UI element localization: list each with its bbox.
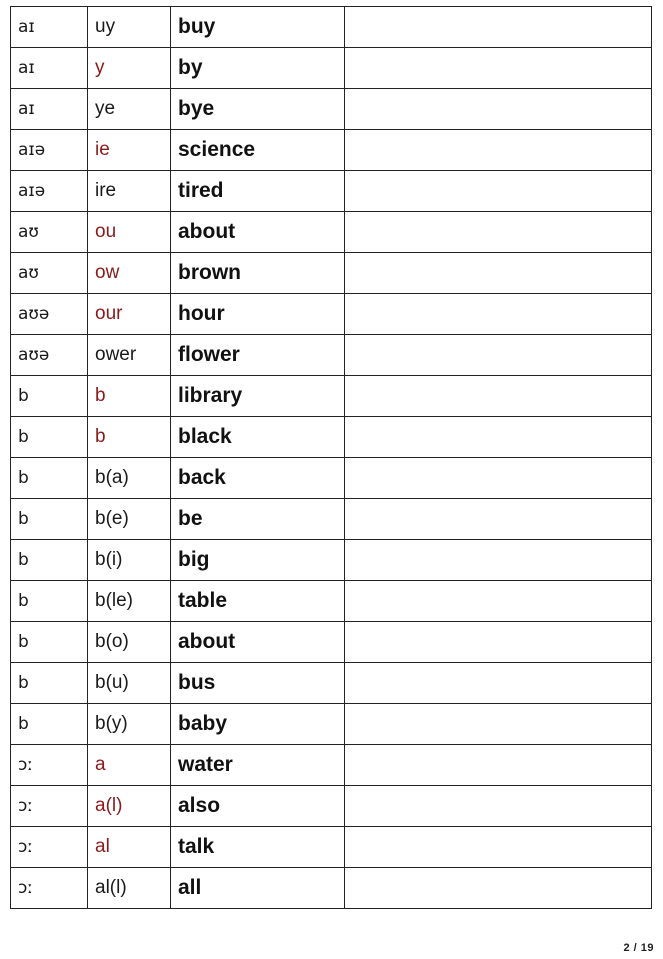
table-row (11, 89, 652, 130)
blank-cell (345, 745, 652, 786)
spelling-pattern-cell: b(le) (88, 581, 171, 622)
table-row (11, 540, 652, 581)
table-row (11, 458, 652, 499)
example-word-cell: be (171, 499, 345, 540)
ipa-symbol-cell: b (11, 663, 88, 704)
example-word-cell: buy (171, 7, 345, 48)
spelling-pattern-cell: ie (88, 130, 171, 171)
blank-cell (345, 868, 652, 909)
blank-cell (345, 458, 652, 499)
phonics-table-container (10, 6, 652, 909)
example-word-cell: back (171, 458, 345, 499)
spelling-pattern-cell: b(a) (88, 458, 171, 499)
example-word-cell: about (171, 212, 345, 253)
table-row (11, 581, 652, 622)
ipa-symbol-cell: b (11, 458, 88, 499)
ipa-symbol-cell: b (11, 499, 88, 540)
blank-cell (345, 663, 652, 704)
ipa-symbol-cell: aʊə (11, 335, 88, 376)
blank-cell (345, 253, 652, 294)
example-word-cell: hour (171, 294, 345, 335)
spelling-pattern-cell: b(o) (88, 622, 171, 663)
ipa-symbol-cell: ɔː (11, 868, 88, 909)
blank-cell (345, 540, 652, 581)
phonics-table-body (11, 7, 652, 909)
ipa-symbol-cell: aɪ (11, 48, 88, 89)
table-row (11, 417, 652, 458)
example-word-cell: brown (171, 253, 345, 294)
table-row (11, 622, 652, 663)
table-row (11, 868, 652, 909)
ipa-symbol-cell: b (11, 581, 88, 622)
table-row (11, 130, 652, 171)
blank-cell (345, 171, 652, 212)
example-word-cell: table (171, 581, 345, 622)
table-row (11, 7, 652, 48)
spelling-pattern-cell: b(e) (88, 499, 171, 540)
blank-cell (345, 786, 652, 827)
spelling-pattern-cell: ow (88, 253, 171, 294)
spelling-pattern-cell: ye (88, 89, 171, 130)
ipa-symbol-cell: aɪə (11, 171, 88, 212)
table-row (11, 253, 652, 294)
blank-cell (345, 130, 652, 171)
blank-cell (345, 89, 652, 130)
blank-cell (345, 48, 652, 89)
spelling-pattern-cell: b (88, 376, 171, 417)
spelling-pattern-cell: uy (88, 7, 171, 48)
ipa-symbol-cell: aɪ (11, 89, 88, 130)
blank-cell (345, 335, 652, 376)
spelling-pattern-cell: ire (88, 171, 171, 212)
spelling-pattern-cell: b(y) (88, 704, 171, 745)
spelling-pattern-cell: ower (88, 335, 171, 376)
spelling-pattern-cell: b(u) (88, 663, 171, 704)
example-word-cell: talk (171, 827, 345, 868)
spelling-pattern-cell: ou (88, 212, 171, 253)
phonics-table (10, 6, 652, 909)
table-row (11, 171, 652, 212)
table-row (11, 499, 652, 540)
table-row (11, 786, 652, 827)
example-word-cell: big (171, 540, 345, 581)
example-word-cell: baby (171, 704, 345, 745)
example-word-cell: also (171, 786, 345, 827)
table-row (11, 827, 652, 868)
example-word-cell: bye (171, 89, 345, 130)
spelling-pattern-cell: b (88, 417, 171, 458)
example-word-cell: water (171, 745, 345, 786)
table-row (11, 335, 652, 376)
example-word-cell: black (171, 417, 345, 458)
example-word-cell: bus (171, 663, 345, 704)
blank-cell (345, 704, 652, 745)
ipa-symbol-cell: ɔː (11, 827, 88, 868)
spelling-pattern-cell: b(i) (88, 540, 171, 581)
spelling-pattern-cell: al(l) (88, 868, 171, 909)
ipa-symbol-cell: b (11, 376, 88, 417)
spelling-pattern-cell: a (88, 745, 171, 786)
blank-cell (345, 417, 652, 458)
ipa-symbol-cell: aɪə (11, 130, 88, 171)
ipa-symbol-cell: ɔː (11, 745, 88, 786)
table-row (11, 48, 652, 89)
ipa-symbol-cell: b (11, 704, 88, 745)
example-word-cell: by (171, 48, 345, 89)
spelling-pattern-cell: a(l) (88, 786, 171, 827)
blank-cell (345, 581, 652, 622)
example-word-cell: library (171, 376, 345, 417)
example-word-cell: flower (171, 335, 345, 376)
ipa-symbol-cell: aʊə (11, 294, 88, 335)
ipa-symbol-cell: b (11, 417, 88, 458)
example-word-cell: tired (171, 171, 345, 212)
blank-cell (345, 7, 652, 48)
ipa-symbol-cell: b (11, 622, 88, 663)
blank-cell (345, 499, 652, 540)
ipa-symbol-cell: aʊ (11, 253, 88, 294)
example-word-cell: science (171, 130, 345, 171)
blank-cell (345, 622, 652, 663)
blank-cell (345, 827, 652, 868)
table-row (11, 376, 652, 417)
example-word-cell: about (171, 622, 345, 663)
table-row (11, 212, 652, 253)
table-row (11, 704, 652, 745)
blank-cell (345, 212, 652, 253)
spelling-pattern-cell: al (88, 827, 171, 868)
spelling-pattern-cell: our (88, 294, 171, 335)
ipa-symbol-cell: aɪ (11, 7, 88, 48)
table-row (11, 745, 652, 786)
blank-cell (345, 376, 652, 417)
spelling-pattern-cell: y (88, 48, 171, 89)
ipa-symbol-cell: b (11, 540, 88, 581)
blank-cell (345, 294, 652, 335)
page-number: 2 / 19 (623, 942, 654, 954)
example-word-cell: all (171, 868, 345, 909)
table-row (11, 294, 652, 335)
ipa-symbol-cell: aʊ (11, 212, 88, 253)
ipa-symbol-cell: ɔː (11, 786, 88, 827)
table-row (11, 663, 652, 704)
